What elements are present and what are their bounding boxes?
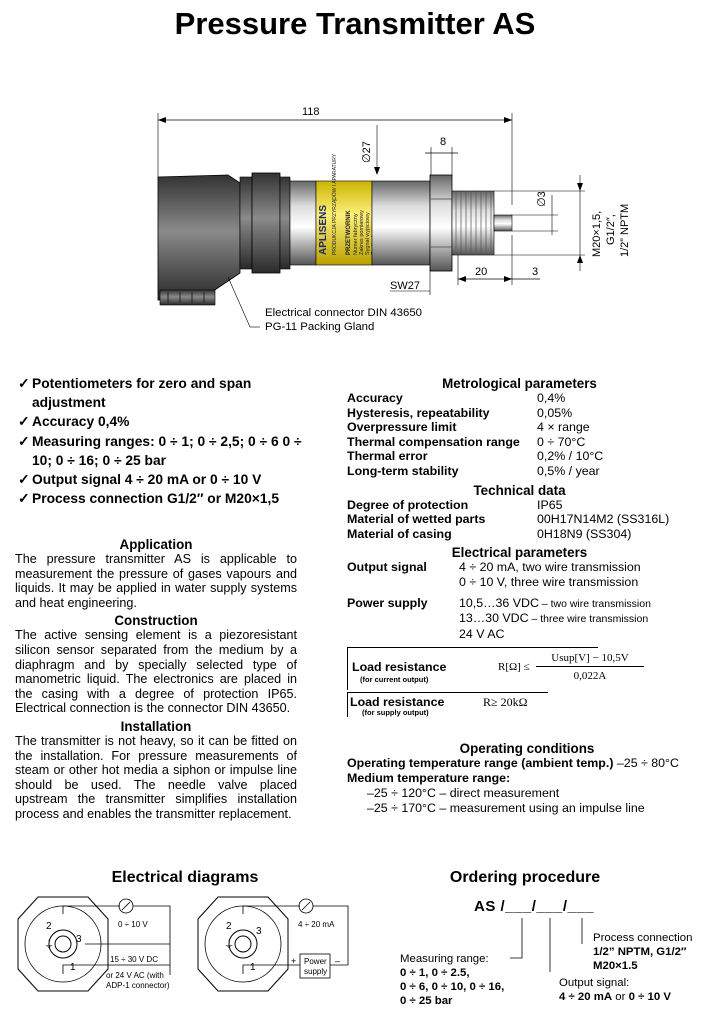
logo-text: APLISENS [318,204,329,255]
check-icon: ✓ [18,472,30,488]
load1-formula-left: R[Ω] ≤ [498,661,530,673]
param-row: Long-term stability 0,5% / year [347,463,600,478]
pin-2: 2 [46,921,52,932]
d2-ps-2: supply [304,967,328,976]
load1-denominator: 0,022A [573,670,607,682]
param-row: Thermal error 0,2% / 10°C [347,449,604,464]
electrical-heading: Electrical parameters [451,545,588,561]
construction-text: The active sensing element is a piezoresistant silicon sensor separated from the medium by a diaphragm and by specially selected type of manometric liquid. The electronics are placed in the casing with a degree of protection IP65. Electrical connection is the connector DIN 43650. [15,628,297,716]
features-list [18,374,318,508]
load2-label: Load resistance [350,695,445,709]
check-icon: ✓ [18,376,30,391]
output-signal-label: Output signal: 4 ÷ 20 mA or 0 ÷ 10 V [559,977,671,1003]
param-row: Degree of protection IP65 [347,497,563,512]
transmitter-drawing [140,95,660,340]
feature-item: ✓ Measuring ranges: 0 ÷ 1; 0 ÷ 2,5; 0 ÷ 6 0 ÷ 10; 0 ÷ 16; 0 ÷ 25 bar [18,433,302,468]
construction-heading: Construction [114,613,198,629]
technical-heading: Technical data [473,482,566,498]
application-text: The pressure transmitter AS is applicable to measurement the pressure of gases vapours and liquids. It may be applied in water supply systems and heat engineering. [15,552,297,610]
ground-icon: ⏚ [44,940,54,951]
load2-sub: (for supply output) [362,708,429,717]
d1-supply-1: 15 ÷ 30 V DC [110,955,158,964]
pin-1: 1 [70,962,76,973]
power-supply-row-3: 24 V AC [459,626,505,641]
pin-2: 2 [226,921,232,932]
medium-temp-direct: –25 ÷ 120°C – direct measurement [367,786,560,800]
power-supply-row: Power supply 10,5…36 VDC – two wire transmission [347,595,651,610]
pin-3: 3 [256,926,262,937]
param-row: Accuracy 0,4% [347,391,566,405]
output-signal-row-2: 0 ÷ 10 V, three wire transmission [459,574,639,589]
medium-temp-label: Medium temperature range: [347,771,511,785]
medium-temp-impulse: –25 ÷ 170°C – measurement using an impulse line [367,801,645,815]
ordering-heading: Ordering procedure [449,869,601,886]
load-resistance-current [347,647,629,690]
output-signal-row: Output signal 4 ÷ 20 mA, two wire transmission [347,560,641,575]
connector-label-1: Electrical connector DIN 43650 [265,307,423,319]
load1-label: Load resistance [352,660,447,674]
installation-text: The transmitter is not heavy, so it can be fitted on the installation. For pressure measurements of steam or other hot media a siphon or impulse line should be used. The needle valve placed upstream the transmitter simplifies installation process and enables the transmitter replacement. [15,733,297,821]
application-heading: Application [119,537,193,552]
electrical-diagrams [10,892,370,1002]
dim-3: 3 [532,266,539,278]
label-head: PRODUKCJA PRZYRZĄDÓW I APARATURY [332,153,338,255]
d2-ps-1: Power [304,957,327,966]
metrological-heading: Metrological parameters [442,376,597,391]
d2-minus: – [335,956,341,966]
check-icon: ✓ [18,433,30,449]
feature-item: ✓ Process connection G1/2″ or M20×1,5 [18,489,318,508]
feature-item: ✓ Accuracy 0,4% [18,412,318,431]
pin-1: 1 [250,962,256,973]
label-line-2: Numer fabryczny [353,213,359,255]
connector-label-2: PG-11 Packing Gland [265,321,375,333]
load-resistance-supply [347,692,548,717]
label-line-1: PRZETWORNIK [346,210,352,255]
thread-c: 1/2” NPTM [619,203,631,257]
param-row: Hysteresis, repeatability 0,05% [347,405,573,420]
operating-heading: Operating conditions [459,741,595,756]
d2-output: 4 ÷ 20 mA [298,920,335,929]
pin-3: 3 [76,934,82,945]
param-row: Thermal compensation range 0 ÷ 70°C [347,434,586,449]
thread-b: G1/2″, [605,214,617,245]
ground-icon: ⏚ [224,940,234,951]
thread-a: M20×1,5, [591,210,603,257]
check-icon: ✓ [18,491,30,507]
load1-numerator: Usup[V] − 10,5V [536,652,644,667]
measuring-range-label: Measuring range: 0 ÷ 1, 0 ÷ 2.5, 0 ÷ 6, 0 ÷ 10, 0 ÷ 16, 0 ÷ 25 bar [400,953,505,1007]
dim-20: 20 [475,266,488,278]
label-line-4: Sygnał wyjściowy [365,212,371,255]
d1-supply-2: or 24 V AC (with [106,971,164,980]
feature-item: ✓ Potentiometers for zero and span adjustment [18,376,252,411]
power-supply-row-2: 13…30 VDC – three wire transmission [459,611,649,626]
installation-heading: Installation [120,718,192,734]
load1-sub: (for current output) [360,675,429,684]
diagrams-heading: Electrical diagrams [111,869,259,886]
load2-formula: R≥ 20kΩ [483,695,528,709]
param-row: Material of wetted parts 00H17N14M2 (SS316L) [347,512,670,527]
order-code: AS /___/___/___ [474,898,595,915]
dim-118: 118 [302,106,320,118]
param-row: Material of casing 0H18N9 (SS304) [347,526,632,541]
param-row: Overpressure limit 4 × range [347,420,590,435]
dim-3-dia: ∅3 [536,191,548,207]
process-connection-label: Process connection 1/2” NPTM, G1/2″ M20×1.5 [593,932,693,972]
d1-output: 0 ÷ 10 V [118,920,148,929]
page-title: Pressure Transmitter AS [174,6,536,41]
d2-plus: + [291,956,297,966]
d1-supply-3: ADP-1 connector) [106,981,170,990]
label-line-3: Zakres pomiarowy [359,210,365,255]
sw-27: SW27 [390,280,420,292]
dim-8: 8 [440,136,447,148]
dim-27: ∅27 [361,141,373,163]
check-icon: ✓ [18,414,30,430]
feature-item: ✓ Output signal 4 ÷ 20 mA or 0 ÷ 10 V [18,470,318,489]
operating-temp: Operating temperature range (ambient temp.) –25 ÷ 80°C [347,756,679,770]
